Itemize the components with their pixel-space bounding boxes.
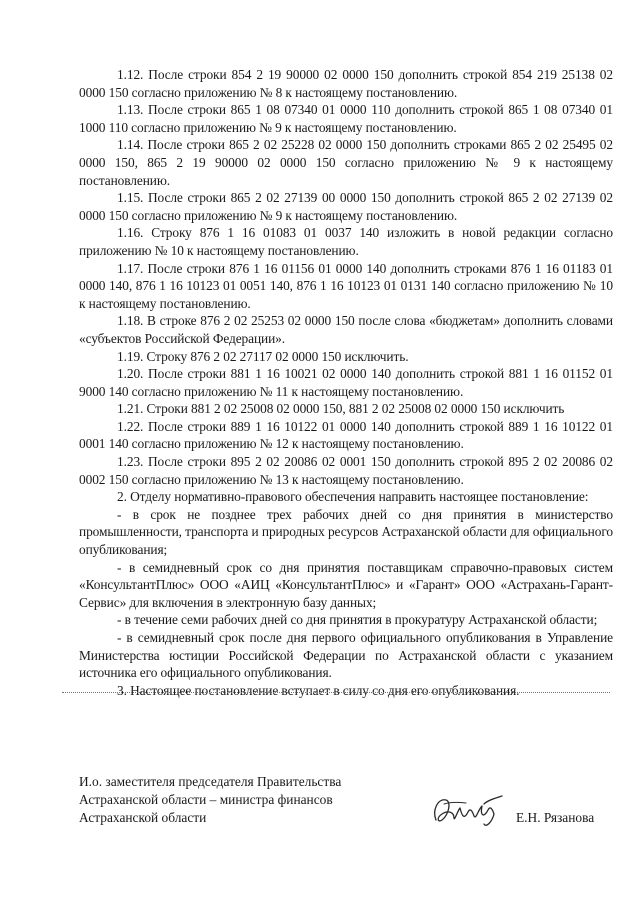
paragraph-2-item-3: - в течение семи рабочих дней со дня принятия в прокуратуру Астраханской области; xyxy=(117,612,598,628)
paragraph-1-20: 1.20. После строки 881 1 16 10021 02 0000 140 дополнить строкой 881 1 16 01152 01 9000 140 согласно приложению № 11 к настоящему постановлению. xyxy=(79,366,613,399)
paragraph-1-21: 1.21. Строки 881 2 02 25008 02 0000 150, 881 2 02 25008 02 0000 150 исключить xyxy=(117,401,565,417)
paragraph-2-item-4: - в семидневный срок после дня первого официального опубликования в Управление Министерства юстиции Российской Федерации по Астраханской области с указанием источника его официального опубликования. xyxy=(79,630,613,681)
signatory-position-line-2: Астраханской области – министра финансов xyxy=(79,791,333,807)
paragraph-2: 2. Отделу нормативно-правового обеспечения направить настоящее постановление: xyxy=(117,489,589,505)
paragraph-1-15: 1.15. После строки 865 2 02 27139 00 0000 150 дополнить строкой 865 2 02 27139 02 0000 150 согласно приложению № 9 к настоящему постановлению. xyxy=(79,190,613,223)
signatory-name: Е.Н. Рязанова xyxy=(516,810,595,825)
signatory-position xyxy=(79,773,409,826)
paragraph-3: 3. Настоящее постановление вступает в силу со дня его опубликования. xyxy=(117,682,520,698)
paragraph-1-19: 1.19. Строку 876 2 02 27117 02 0000 150 исключить. xyxy=(117,348,409,364)
paragraph-2-item-2: - в семидневный срок со дня принятия поставщикам справочно-правовых систем «КонсультантПлюс» ООО «АИЦ «КонсультантПлюс» и «Гарант» ООО «Астрахань-Гарант-Сервис» для включения в электронную базу данных; xyxy=(79,559,613,610)
paragraph-1-18: 1.18. В строке 876 2 02 25253 02 0000 150 после слова «бюджетам» дополнить словами «субъектов Российской Федерации». xyxy=(79,313,613,346)
document-body xyxy=(79,66,613,699)
signatory-position-line-3: Астраханской области xyxy=(79,809,207,825)
paragraph-1-14: 1.14. После строки 865 2 02 25228 02 0000 150 дополнить строками 865 2 02 25495 02 0000 150, 865 2 19 90000 02 0000 150 согласно приложению № 9 к настоящему постановлению. xyxy=(79,137,613,188)
scan-dotted-divider xyxy=(62,692,610,693)
signatory-position-line-1: И.о. заместителя председателя Правительства xyxy=(79,774,342,789)
handwritten-signature xyxy=(428,790,506,832)
paragraph-1-12: 1.12. После строки 854 2 19 90000 02 0000 150 дополнить строкой 854 219 25138 02 0000 150 согласно приложению № 8 к настоящему постановлению. xyxy=(79,67,613,100)
paragraph-1-22: 1.22. После строки 889 1 16 10122 01 0000 140 дополнить строкой 889 1 16 10122 01 0001 140 согласно приложению № 12 к настоящему постановлению. xyxy=(79,418,613,452)
paragraph-2-item-1: - в срок не позднее трех рабочих дней со дня принятия в министерство промышленности, транспорта и природных ресурсов Астраханской области для официального опубликования; xyxy=(79,506,613,558)
paragraph-1-23: 1.23. После строки 895 2 02 20086 02 0001 150 дополнить строкой 895 2 02 20086 02 0002 150 согласно приложению № 13 к настоящему постановлению. xyxy=(79,454,613,487)
paragraph-1-16: 1.16. Строку 876 1 16 01083 01 0037 140 изложить в новой редакции согласно приложению № 10 к настоящему постановлению. xyxy=(79,225,613,258)
paragraph-1-17: 1.17. После строки 876 1 16 01156 01 0000 140 дополнить строками 876 1 16 01183 01 0000 140, 876 1 16 10123 01 0051 140, 876 1 16 10123 01 0131 140 согласно приложению № 10 к настоящему постановлению. xyxy=(79,260,613,311)
paragraph-1-13: 1.13. После строки 865 1 08 07340 01 0000 110 дополнить строкой 865 1 08 07340 01 1000 110 согласно приложению № 9 к настоящему постановлению. xyxy=(79,102,613,135)
